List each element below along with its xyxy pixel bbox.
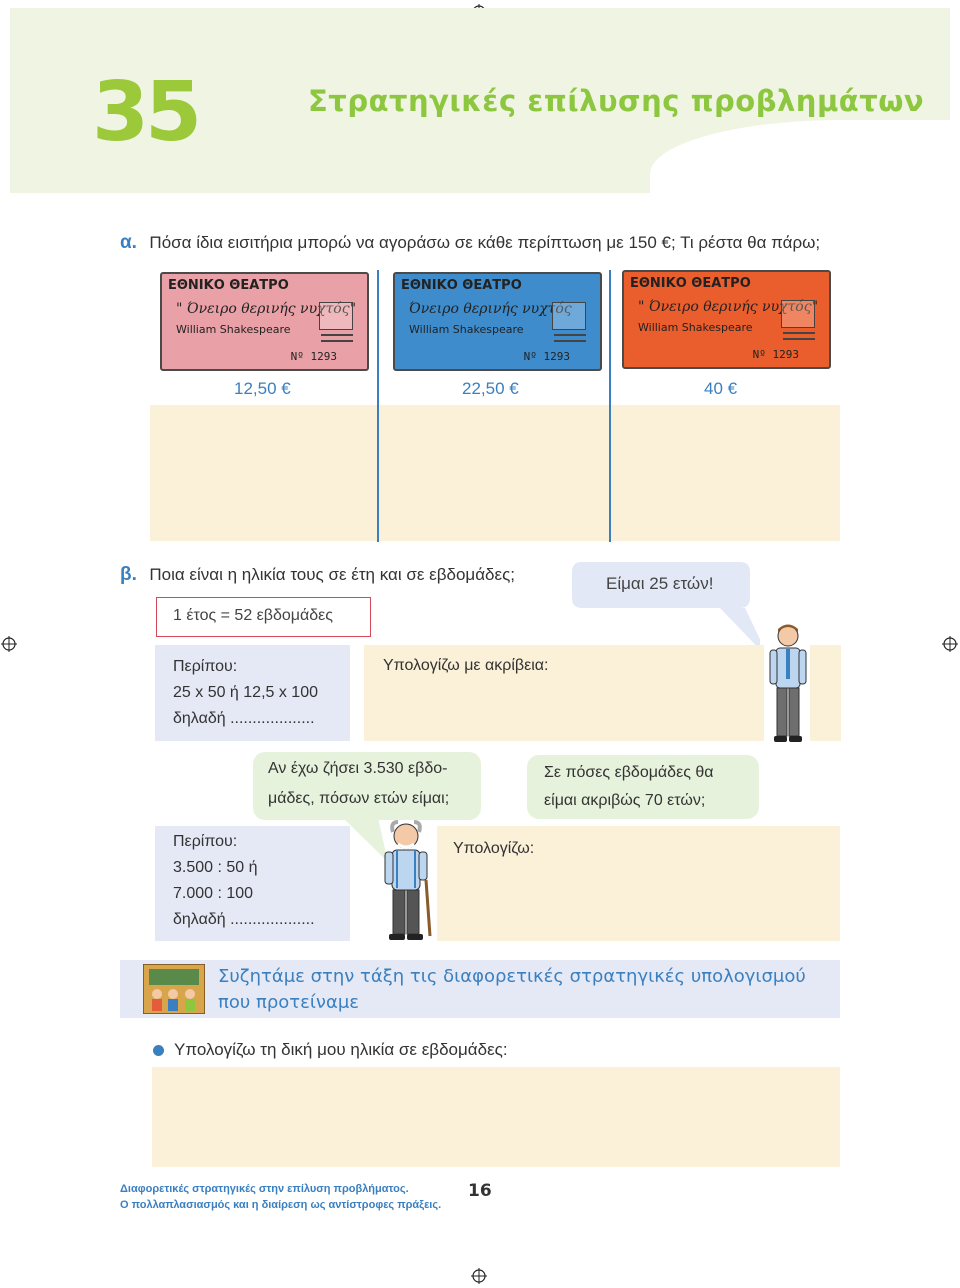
price-label: 12,50 € xyxy=(234,379,291,398)
approx-title: Περίπου: xyxy=(173,658,238,675)
weeks-bubble-line: είμαι ακριβώς 70 ετών; xyxy=(544,792,706,809)
weeks-bubble-line: Σε πόσες εβδομάδες θα xyxy=(544,764,714,781)
ticket-pink xyxy=(160,272,369,371)
question-letter: β. xyxy=(120,564,137,585)
footer-line: Διαφορετικές στρατηγικές στην επίλυση προβλήματος. xyxy=(120,1183,409,1195)
approx-line: δηλαδή ................... xyxy=(173,911,315,928)
answer-area-a[interactable] xyxy=(150,405,840,541)
approx-line: 3.500 : 50 ή xyxy=(173,859,258,876)
young-man-illustration xyxy=(766,622,810,744)
approx-line: δηλαδή ................... xyxy=(173,710,315,727)
ticket-line xyxy=(554,340,586,342)
lesson-number: 35 xyxy=(92,65,199,160)
ticket-number: Νº 1293 xyxy=(290,350,337,363)
ticket-line xyxy=(783,338,815,340)
question-text: Ποια είναι η ηλικία τους σε έτη και σε εβδομάδες; xyxy=(149,565,516,584)
task-text: Υπολογίζω τη δική μου ηλικία σε εβδομάδες: xyxy=(174,1040,508,1059)
calc-label: Υπολογίζω: xyxy=(453,840,535,857)
ticket-stub-box xyxy=(319,302,353,330)
ticket-line xyxy=(321,334,353,336)
ticket-author: William Shakespeare xyxy=(176,323,291,336)
ticket-theatre: ΕΘΝΙΚΟ ΘΕΑΤΡΟ xyxy=(168,278,289,293)
discussion-text: Συζητάμε στην τάξη τις διαφορετικές στρατηγικές υπολογισμού που προτείναμε xyxy=(218,966,806,1013)
ticket-author: William Shakespeare xyxy=(638,321,753,334)
question-b xyxy=(120,564,515,586)
hint-box xyxy=(156,597,371,637)
ticket-theatre: ΕΘΝΙΚΟ ΘΕΑΤΡΟ xyxy=(630,276,751,291)
question-letter: α. xyxy=(120,232,137,253)
approx-title: Περίπου: xyxy=(173,833,238,850)
ticket-line xyxy=(321,340,353,342)
ticket-play: " Όνειρο θερινής νυχτός" xyxy=(176,301,357,317)
exact-calc-area-right xyxy=(810,645,841,741)
price-label: 40 € xyxy=(704,379,738,398)
ticket-stub-box xyxy=(781,300,815,328)
old-bubble-line: Αν έχω ζήσει 3.530 εβδο- xyxy=(268,760,448,777)
classroom-icon xyxy=(143,964,205,1014)
ticket-stub-box xyxy=(552,302,586,330)
ticket-author: William Shakespeare xyxy=(409,323,524,336)
ticket-orange xyxy=(622,270,831,369)
ticket-blue xyxy=(393,272,602,371)
column-divider xyxy=(377,270,379,542)
old-bubble-line: μάδες, πόσων ετών είμαι; xyxy=(268,790,450,807)
approx-line: 7.000 : 100 xyxy=(173,885,254,902)
hint-text: 1 έτος = 52 εβδομάδες xyxy=(173,607,334,624)
page-number: 16 xyxy=(468,1181,492,1201)
footer-line: Ο πολλαπλασιασμός και η διαίρεση ως αντίστροφες πράξεις. xyxy=(120,1199,442,1211)
ticket-number: Νº 1293 xyxy=(523,350,570,363)
ticket-line xyxy=(554,334,586,336)
registration-mark-icon xyxy=(1,636,17,652)
registration-mark-icon xyxy=(942,636,958,652)
question-text: Πόσα ίδια εισιτήρια μπορώ να αγοράσω σε κάθε περίπτωση με 150 €; Τι ρέστα θα πάρω; xyxy=(149,233,821,252)
price-label: 22,50 € xyxy=(462,379,519,398)
old-man-illustration xyxy=(380,818,438,942)
ticket-number: Νº 1293 xyxy=(752,348,799,361)
page-title: Στρατηγικές επίλυσης προβλημάτων xyxy=(308,84,925,118)
column-divider xyxy=(609,270,611,542)
ticket-play: " Όνειρο θερινής νυχτός" xyxy=(638,299,819,315)
exact-label: Υπολογίζω με ακρίβεια: xyxy=(383,657,549,674)
ticket-line xyxy=(783,332,815,334)
registration-mark-icon xyxy=(471,1268,487,1284)
ticket-play: Όνειρο θερινής νυχτός xyxy=(409,301,572,317)
approx-line: 25 x 50 ή 12,5 x 100 xyxy=(173,684,318,701)
ticket-theatre: ΕΘΝΙΚΟ ΘΕΑΤΡΟ xyxy=(401,278,522,293)
question-a xyxy=(120,232,820,254)
own-age-answer-area[interactable] xyxy=(152,1067,840,1167)
bullet-icon xyxy=(153,1045,164,1056)
young-bubble-text: Είμαι 25 ετών! xyxy=(606,574,714,593)
